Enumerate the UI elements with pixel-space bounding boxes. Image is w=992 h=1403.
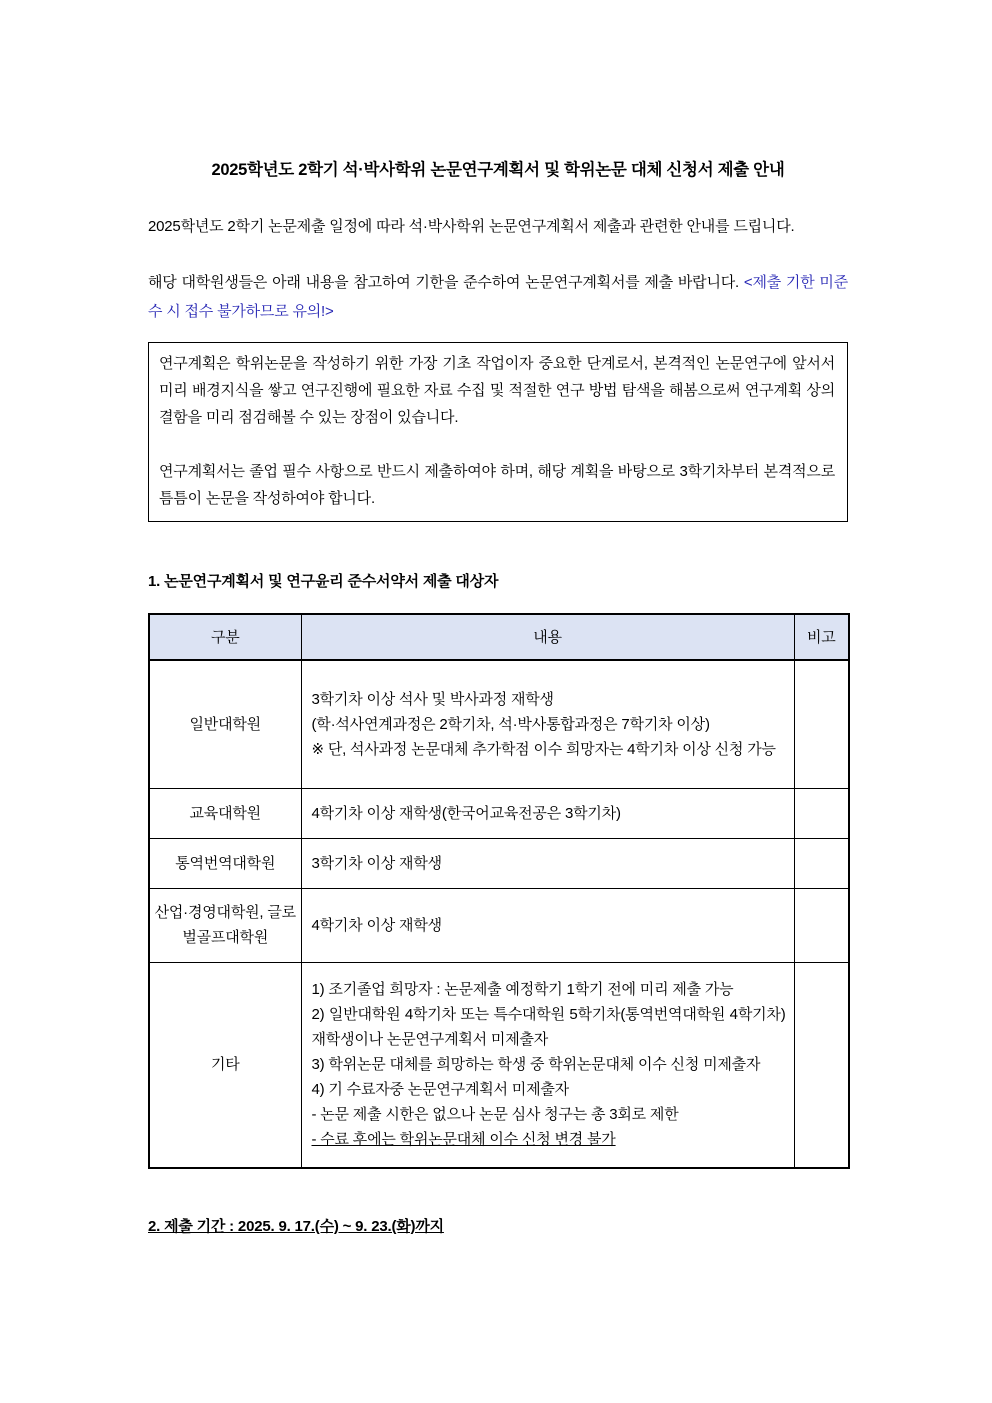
info-box (148, 342, 848, 522)
deadline-warning-text: <제출 기한 미준수 시 접수 불가하므로 유의!> (148, 274, 848, 320)
content-line: - 논문 제출 시한은 없으나 논문 심사 청구는 총 3회로 제한 (311, 1106, 679, 1124)
category-cell: 일반대학원 (149, 660, 301, 788)
table-row-industry-golf-grad (149, 888, 849, 962)
submission-target-table (148, 613, 850, 1169)
note-cell (794, 660, 849, 788)
note-cell (794, 962, 849, 1168)
content-line: (학·석사연계과정은 2학기차, 석·박사통합과정은 7학기차 이상) (311, 715, 710, 733)
content-cell (301, 888, 794, 962)
table-row-general-grad (149, 660, 849, 788)
category-cell: 통역번역대학원 (149, 838, 301, 888)
content-cell (301, 962, 794, 1168)
table-row-interpretation-grad (149, 838, 849, 888)
notice-text: 해당 대학원생들은 아래 내용을 참고하여 기한을 준수하여 논문연구계획서를 제출 바랍니다. (148, 274, 744, 291)
notice-paragraph (148, 268, 848, 326)
category-cell: 교육대학원 (149, 788, 301, 838)
category-cell: 산업·경영대학원, 글로벌골프대학원 (149, 888, 301, 962)
table-row-education-grad (149, 788, 849, 838)
header-cell-content: 내용 (301, 614, 794, 660)
content-line: 3학기차 이상 재학생 (311, 854, 442, 872)
intro-paragraph: 2025학년도 2학기 논문제출 일정에 따라 석·박사학위 논문연구계획서 제출과 관련한 안내를 드립니다. (148, 218, 795, 235)
info-box-paragraph-2: 연구계획서는 졸업 필수 사항으로 반드시 제출하여야 하며, 해당 계획을 바탕으로 3학기차부터 본격적으로 틈틈이 논문을 작성하여야 합니다. (159, 463, 835, 507)
info-box-spacer (159, 431, 835, 458)
note-cell (794, 888, 849, 962)
header-cell-note: 비고 (794, 614, 849, 660)
content-cell (301, 838, 794, 888)
content-line: 4학기차 이상 재학생(한국어교육전공은 3학기차) (311, 804, 621, 822)
note-cell (794, 788, 849, 838)
content-line: ※ 단, 석사과정 논문대체 추가학점 이수 희망자는 4학기차 이상 신청 가능 (311, 740, 776, 758)
content-line: 3학기차 이상 석사 및 박사과정 재학생 (311, 690, 554, 708)
header-cell-category: 구분 (149, 614, 301, 660)
table-header-row (149, 614, 849, 660)
content-line-underlined: - 수료 후에는 학위논문대체 이수 신청 변경 불가 (311, 1131, 616, 1149)
content-line: 4학기차 이상 재학생 (311, 916, 442, 934)
content-cell (301, 660, 794, 788)
category-cell: 기타 (149, 962, 301, 1168)
content-line: 1) 조기졸업 희망자 : 논문제출 예정학기 1학기 전에 미리 제출 가능 (311, 981, 734, 999)
info-box-paragraph-1: 연구계획은 학위논문을 작성하기 위한 가장 기초 작업이자 중요한 단계로서, 본격적인 논문연구에 앞서서 미리 배경지식을 쌓고 연구진행에 필요한 자료 수집 및 적절한 연구 방법 탐색을 해봄으로써 연구계획 상의 결함을 미리 점검해볼 수 있는 장점이 있습니다. (159, 355, 835, 426)
note-cell (794, 838, 849, 888)
content-line: 2) 일반대학원 4학기차 또는 특수대학원 5학기차(통역번역대학원 4학기차) 재학생이나 논문연구계획서 미제출자 (311, 1006, 786, 1049)
content-line: 4) 기 수료자중 논문연구계획서 미제출자 (311, 1081, 569, 1099)
document-title: 2025학년도 2학기 석·박사학위 논문연구계획서 및 학위논문 대체 신청서 제출 안내 (211, 161, 785, 179)
content-line: 3) 학위논문 대체를 희망하는 학생 중 학위논문대체 이수 신청 미제출자 (311, 1056, 761, 1074)
content-cell (301, 788, 794, 838)
table-row-etc (149, 962, 849, 1168)
section-2-heading: 2. 제출 기간 : 2025. 9. 17.(수) ~ 9. 23.(화)까지 (148, 1218, 444, 1235)
section-1-heading: 1. 논문연구계획서 및 연구윤리 준수서약서 제출 대상자 (148, 573, 499, 590)
